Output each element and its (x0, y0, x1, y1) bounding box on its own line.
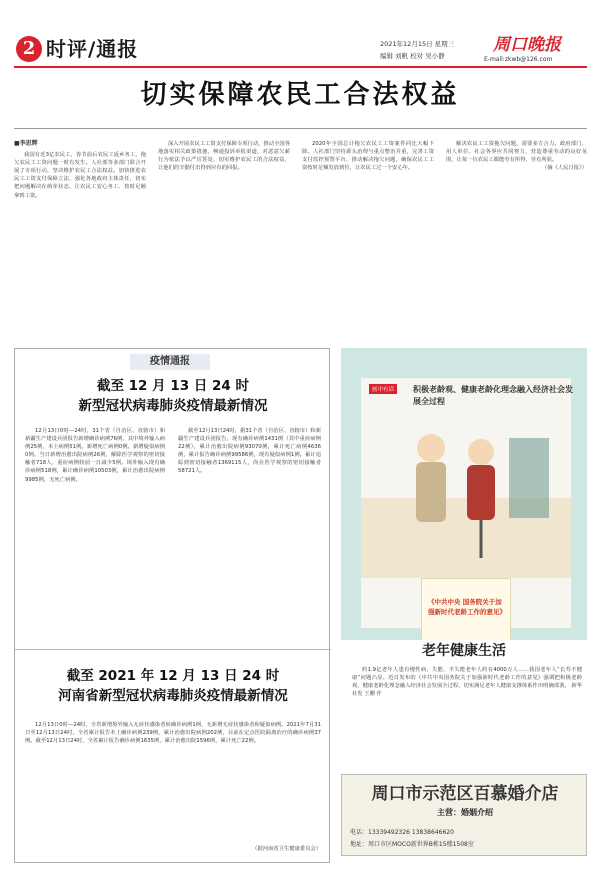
cartoon-panel (361, 378, 571, 628)
epidemic-tag: 疫情通报 (130, 354, 210, 370)
issue-date: 2021年12月15日 星期三 (380, 40, 455, 48)
page-number: 2 (16, 36, 42, 62)
report1-body-a: 12月13日0时—24时，31个省（自治区、直辖市）和新疆生产建设兵团报告新增确诊病例76例，其中境外输入病例25例，本土病例51例。新增死亡病例0例。新增疑似病例0例。当日新增治愈出院病例26例，解除医学观察的密切接触者718人，重症病例较前一日减少5例。境外输入现有确诊病例518例，累计确诊病例10503例，累计治愈出院病例9985例，无死亡病例。 (25, 428, 165, 483)
ad-phone: 电话：13339492326 13838646620 (350, 829, 454, 836)
article-col-3 (302, 140, 434, 172)
report2-title-line1: 截至 2021 年 12 月 13 日 24 时 (66, 668, 280, 684)
illustration-headline: 积极老龄观、健康老龄化理念融入经济社会发展全过程 (413, 385, 573, 406)
article-source: （摘《人民日报》） (541, 165, 587, 172)
article-col-2 (158, 140, 290, 172)
article-text: 深入开展农民工工资支付保障专项行动，推动全国各地落实相关政策措施，畅通投诉举报渠道，对恶意欠薪行为依法予以严厉惩处，切实维护农民工的合法权益，让他们的辛勤付出得到应有的回报。 (158, 141, 290, 172)
report1-body-b: 截至12月13日24时，据31个省（自治区、直辖市）和新疆生产建设兵团报告，现有确诊病例1431例（其中重症病例22例），累计治愈出院病例93070例，累计死亡病例4636例，累计报告确诊病例99586例，现有疑似病例1例。累计追踪到密切接触者1369115人，尚在医学观察的密切接触者58721人。 (178, 428, 321, 475)
matchmaking-ad (341, 774, 587, 856)
article-text: 2020年全国总计拖欠农民工工资案件同比大幅下降。人社部门坚持源头治理与重点整治并重，完善工资支付监控预警平台，推动解决拖欠问题，确保农民工工资按时足额发放到位，让农民工过一个安心年。 (302, 141, 434, 172)
epidemic-report-box (14, 348, 330, 863)
cartoon-illustration (341, 348, 587, 640)
report1-title-line1: 截至 12 月 13 日 24 时 (96, 378, 250, 394)
article-col-4 (446, 140, 587, 172)
report2-title-line2: 河南省新型冠状病毒肺炎疫情最新情况 (58, 688, 288, 704)
masthead (0, 0, 600, 66)
main-headline: 切实保障农民工合法权益 (140, 80, 460, 110)
report2-source: （据河南省卫生健康委员会） (252, 846, 321, 852)
policy-document (421, 578, 511, 640)
ad-title: 周口市示范区百慕婚介店 (371, 784, 559, 804)
ad-address: 地址：周口市区MOCO新世界B栋15楼1508室 (350, 841, 474, 848)
policy-document-title: 《中共中央 国务院关于加强新时代老龄工作的意见》 (428, 598, 506, 616)
elderly-couple-drawing (361, 378, 571, 578)
editors: 编辑 刘帆 校对 吴小静 (380, 52, 445, 60)
elder-health-title: 老年健康生活 (422, 643, 506, 659)
report2-body: 12月13日0时—24时，全省新增境外输入无症状感染者转确诊病例1例，无新增无症状感染者和疑似病例。2021年7月31日至12月13日24时，全省累计报告本土确诊病例239例，累计治愈出院病例202例，目前在定点医院隔离治疗的确诊病例37例。截至12月13日24时，全省累计报告确诊病例1635例，累计治愈出院1596例，累计死亡22例。 (25, 722, 321, 745)
illustration-tag: 画中有话 (369, 384, 397, 394)
ad-subtitle: 主营：婚姻介绍 (437, 808, 493, 817)
article-text: 我国有近3亿农民工，春节前后农民工返乡务工，拖欠农民工工资问题一时有发生。人社部等多部门联合开展了专项行动，坚决维护农民工合法权益。加快推进农民工工资支付保障立法，强化各地政府主体责任，切实把问题解决在萌芽状态，让农民工安心务工、按时足额拿到工资。 (14, 152, 146, 199)
report-divider (15, 649, 331, 650)
report1-title-line2: 新型冠状病毒肺炎疫情最新情况 (78, 398, 268, 414)
title-divider (14, 128, 587, 129)
email: E-mail:zkwb@126.com (484, 56, 553, 63)
article-text: 解决农民工工资拖欠问题，需要多方合力。政府部门、用人单位、社会各界应共同努力，营造尊重劳动的良好氛围，让每一位农民工都能劳有所得、劳有所获。 (446, 141, 587, 164)
newspaper-logo: 周口晚报 (493, 35, 561, 55)
elder-health-text: 约1.9亿老年人患有慢性病，失能、半失能老年人约有4000万人……我国老年人“长寿不健康”问题凸显。近日发布的《中共中央国务院关于加强新时代老龄工作的意见》强调把积极老龄观、健康老龄化理念融入经济社会发展全过程，切实满足老年人健康支撑体系作出明确部署。 新华社发 王鹏 作 (352, 667, 582, 698)
header-divider (14, 66, 587, 68)
article-col-1 (14, 140, 146, 200)
section-title: 时评/通报 (46, 37, 139, 61)
byline: ■李思辉 (14, 140, 38, 147)
